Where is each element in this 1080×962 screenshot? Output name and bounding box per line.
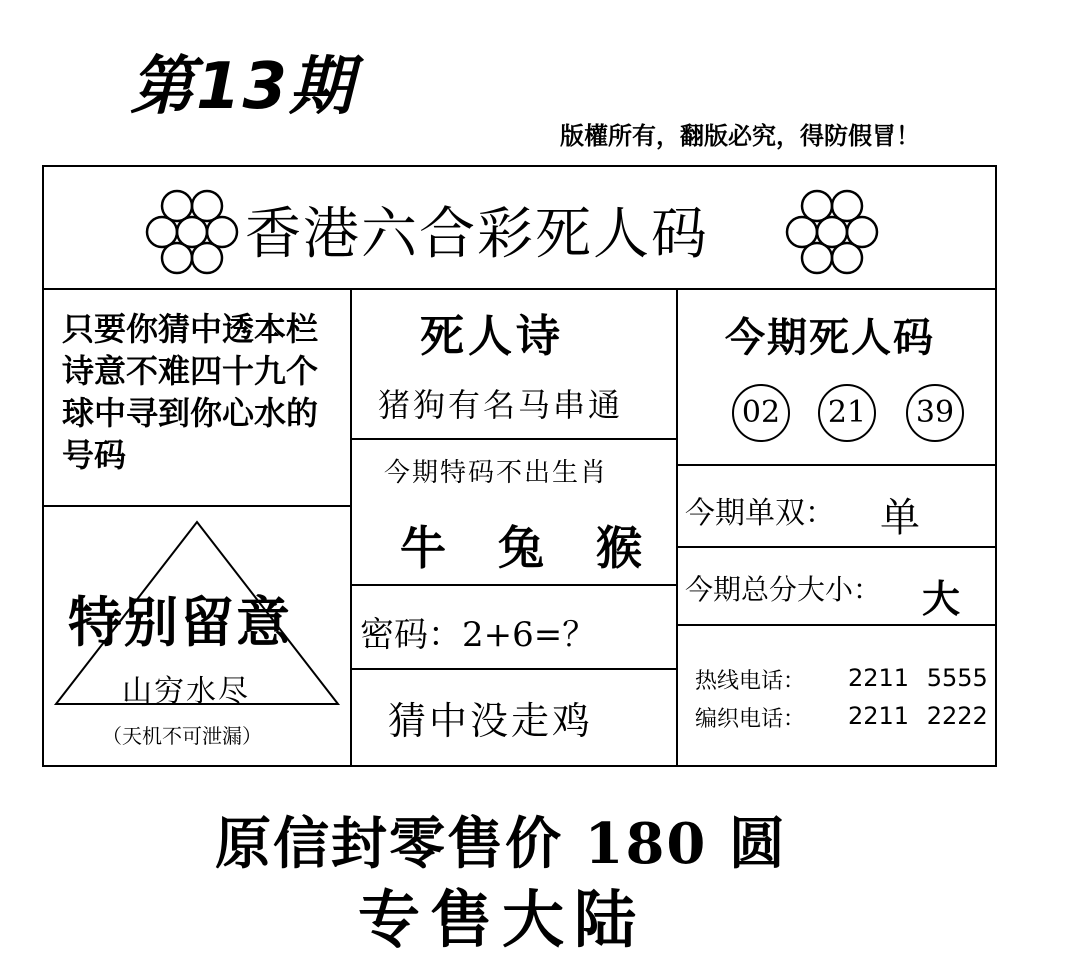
no-zodiac-value: 牛 兔 猴 (400, 521, 661, 575)
divider (676, 624, 997, 626)
divider (676, 546, 997, 548)
sales-line: 专售大陆 (358, 883, 647, 956)
poem-line: 猪狗有名马串通 (378, 386, 624, 424)
copyright-notice: 版權所有，翻版必究，得防假冒！ (560, 121, 920, 150)
divider (350, 438, 678, 440)
number-ball: 39 (906, 384, 964, 442)
total-size-label: 今期总分大小： (685, 573, 882, 606)
divider (350, 668, 678, 670)
special-notice-note: （天机不可泄漏） (102, 724, 262, 748)
odd-even-value: 单 (880, 495, 920, 541)
intro-text: 只要你猜中透本栏诗意不难四十九个球中寻到你心水的号码 (62, 310, 319, 474)
number-ball: 02 (732, 384, 790, 442)
flower-icon (142, 182, 242, 282)
total-size-value: 大 (922, 576, 961, 621)
divider (676, 464, 997, 466)
page-title: 香港六合彩死人码 (245, 202, 709, 267)
special-notice-title: 特别留意 (68, 590, 292, 654)
divider (42, 505, 352, 507)
price-line: 原信封零售价 180 圆 (215, 811, 787, 877)
divider (350, 288, 352, 766)
odd-even-label: 今期单双： (685, 496, 835, 531)
hotline-label: 热线电话： (695, 669, 806, 694)
number-ball: 21 (818, 384, 876, 442)
issue-number: 第13期 (130, 50, 356, 124)
edit-line-number: 2211 2222 (848, 702, 988, 730)
hotline-number: 2211 5555 (848, 664, 988, 692)
divider (350, 584, 678, 586)
divider (676, 288, 678, 766)
guess-text: 猜中没走鸡 (388, 699, 594, 743)
no-zodiac-label: 今期特码不出生肖 (384, 458, 609, 488)
dead-numbers-title: 今期死人码 (725, 314, 935, 361)
divider (42, 288, 997, 290)
edit-line-label: 编织电话： (695, 707, 806, 732)
flower-icon (782, 182, 882, 282)
poem-title: 死人诗 (420, 311, 564, 362)
secret-code: 密码：2+6=？ (360, 615, 597, 655)
special-notice-hint: 山穷水尽 (122, 674, 250, 709)
